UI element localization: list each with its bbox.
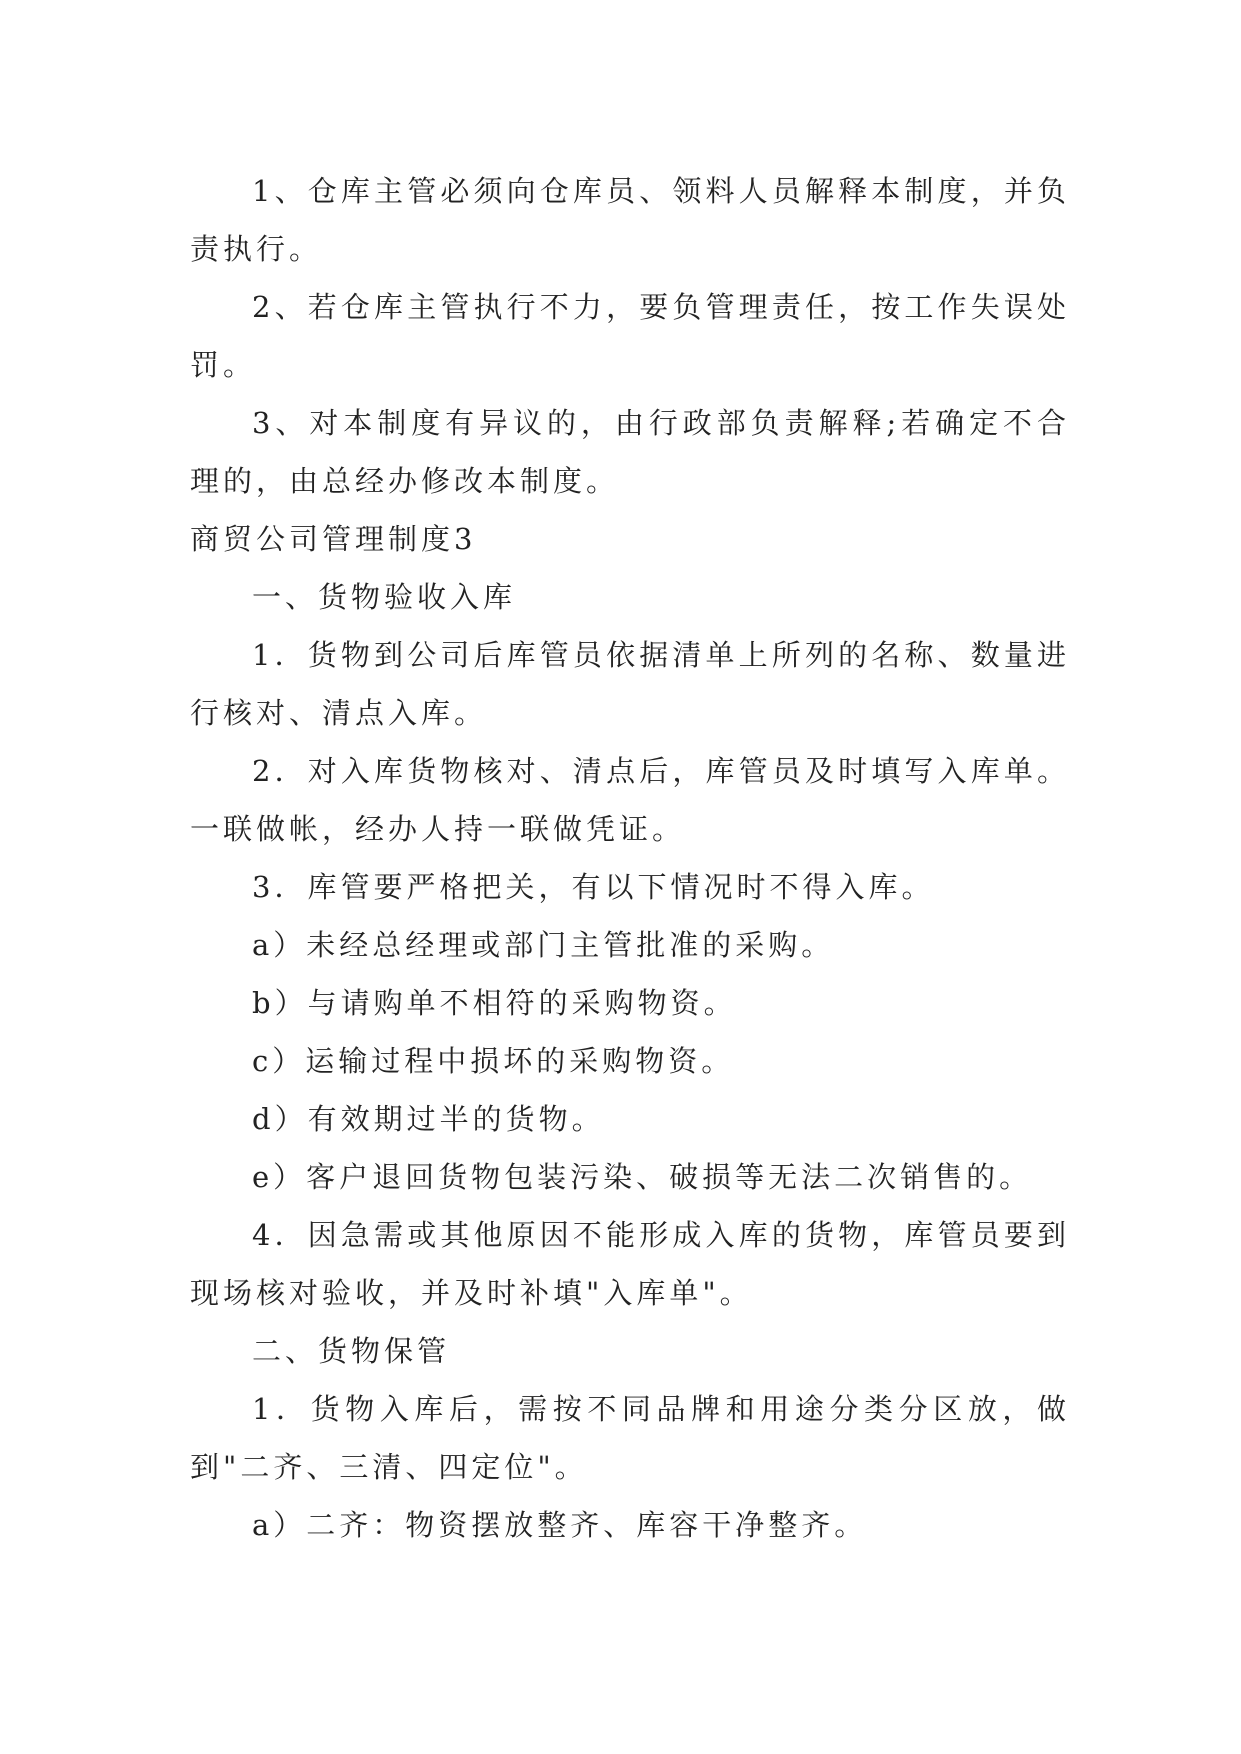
paragraph: 1、仓库主管必须向仓库员、领料人员解释本制度，并负责执行。	[190, 174, 1070, 266]
list-item: a）二齐：物资摆放整齐、库容干净整齐。	[252, 1508, 868, 1542]
paragraph: 1．货物入库后，需按不同品牌和用途分类分区放，做到"二齐、三清、四定位"。	[190, 1392, 1070, 1484]
paragraph: 3．库管要严格把关，有以下情况时不得入库。	[252, 870, 935, 904]
section-heading: 一、货物验收入库	[252, 580, 517, 614]
document-body	[190, 162, 1070, 1554]
list-item: a）未经总经理或部门主管批准的采购。	[252, 928, 835, 962]
paragraph: 4．因急需或其他原因不能形成入库的货物，库管员要到现场核对验收，并及时补填"入库单"。	[190, 1218, 1070, 1310]
list-item: b）与请购单不相符的采购物资。	[252, 986, 737, 1020]
paragraph: 2．对入库货物核对、清点后，库管员及时填写入库单。一联做帐，经办人持一联做凭证。	[190, 754, 1070, 846]
paragraph: 2、若仓库主管执行不力，要负管理责任，按工作失误处罚。	[190, 290, 1070, 382]
section-title: 商贸公司管理制度3	[190, 522, 477, 556]
paragraph: 3、对本制度有异议的，由行政部负责解释;若确定不合理的，由总经办修改本制度。	[190, 406, 1070, 498]
list-item: e）客户退回货物包装污染、破损等无法二次销售的。	[252, 1160, 1033, 1194]
list-item: c）运输过程中损坏的采购物资。	[252, 1044, 735, 1078]
list-item: d）有效期过半的货物。	[252, 1102, 605, 1136]
section-heading: 二、货物保管	[252, 1334, 451, 1368]
paragraph: 1．货物到公司后库管员依据清单上所列的名称、数量进行核对、清点入库。	[190, 638, 1070, 730]
